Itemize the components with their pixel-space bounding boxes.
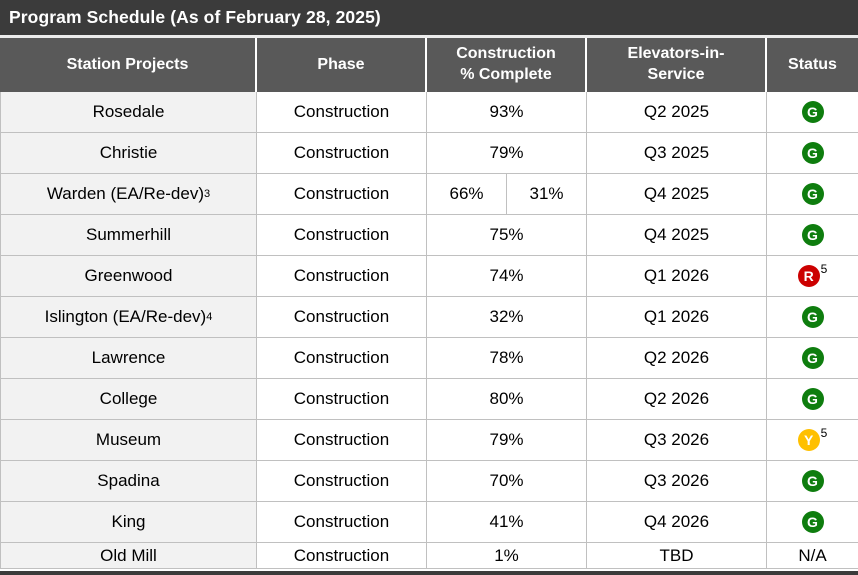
complete-cell: 32% [427, 297, 587, 338]
phase-cell: Construction [257, 502, 427, 543]
table-row [0, 92, 858, 133]
status-footnote: 5 [820, 426, 828, 440]
table-row [0, 133, 858, 174]
phase-cell: Construction [257, 133, 427, 174]
phase-cell: Construction [257, 338, 427, 379]
status-cell: N/A [767, 543, 858, 569]
status-cell [767, 379, 858, 420]
status-red-icon: R [798, 265, 820, 287]
phase-cell: Construction [257, 92, 427, 133]
station-cell: Summerhill [0, 215, 257, 256]
complete-cell: 79% [427, 133, 587, 174]
elevators-cell: Q1 2026 [587, 256, 767, 297]
status-green-icon: G [802, 183, 824, 205]
elevators-cell: Q3 2026 [587, 461, 767, 502]
status-green-icon: G [802, 511, 824, 533]
phase-cell: Construction [257, 174, 427, 215]
complete-cell: 70% [427, 461, 587, 502]
elevators-cell: TBD [587, 543, 767, 569]
status-green-icon: G [802, 224, 824, 246]
elevators-cell: Q4 2025 [587, 174, 767, 215]
station-cell: King [0, 502, 257, 543]
complete-left-value: 66% [427, 174, 507, 214]
status-cell [767, 92, 858, 133]
station-cell: Rosedale [0, 92, 257, 133]
table-body [0, 92, 858, 569]
table-row [0, 297, 858, 338]
complete-cell: 75% [427, 215, 587, 256]
status-cell [767, 420, 858, 461]
column-header-construction-complete: Construction % Complete [427, 38, 587, 92]
phase-cell: Construction [257, 379, 427, 420]
station-cell: Lawrence [0, 338, 257, 379]
table-header-row [0, 38, 858, 92]
next-section-bar [0, 571, 858, 575]
table-row [0, 502, 858, 543]
complete-cell: 93% [427, 92, 587, 133]
station-cell: Christie [0, 133, 257, 174]
complete-cell [427, 174, 587, 215]
elevators-cell: Q2 2026 [587, 379, 767, 420]
phase-cell: Construction [257, 215, 427, 256]
status-cell [767, 297, 858, 338]
phase-cell: Construction [257, 297, 427, 338]
status-cell [767, 461, 858, 502]
station-cell: Spadina [0, 461, 257, 502]
table-row [0, 461, 858, 502]
status-cell [767, 502, 858, 543]
table-row [0, 256, 858, 297]
elevators-cell: Q3 2025 [587, 133, 767, 174]
complete-right-value: 31% [529, 184, 564, 203]
elevators-cell: Q3 2026 [587, 420, 767, 461]
column-header-elevators-in-service: Elevators-in- Service [587, 38, 767, 92]
elevators-cell: Q4 2025 [587, 215, 767, 256]
elevators-cell: Q2 2026 [587, 338, 767, 379]
status-cell [767, 215, 858, 256]
station-cell: Greenwood [0, 256, 257, 297]
status-green-icon: G [802, 142, 824, 164]
status-green-icon: G [802, 347, 824, 369]
table-row [0, 543, 858, 569]
complete-cell: 79% [427, 420, 587, 461]
status-green-icon: G [802, 101, 824, 123]
column-header-station-projects: Station Projects [0, 38, 257, 92]
station-cell: Old Mill [0, 543, 257, 569]
station-cell: Islington (EA/Re-dev) 4 [0, 297, 257, 338]
table-row [0, 338, 858, 379]
complete-cell: 80% [427, 379, 587, 420]
table-row [0, 379, 858, 420]
status-green-icon: G [802, 306, 824, 328]
status-footnote: 5 [820, 262, 828, 276]
complete-cell: 78% [427, 338, 587, 379]
status-yellow-icon: Y [798, 429, 820, 451]
status-cell [767, 133, 858, 174]
table-title: Program Schedule (As of February 28, 2025) [9, 7, 381, 27]
table-row [0, 174, 858, 215]
elevators-cell: Q2 2025 [587, 92, 767, 133]
phase-cell: Construction [257, 543, 427, 569]
status-cell [767, 338, 858, 379]
column-header-status: Status [788, 55, 837, 73]
phase-cell: Construction [257, 420, 427, 461]
status-cell [767, 174, 858, 215]
column-header-phase: Phase [257, 38, 427, 92]
complete-cell: 1% [427, 543, 587, 569]
status-green-icon: G [802, 388, 824, 410]
complete-cell: 74% [427, 256, 587, 297]
station-cell: College [0, 379, 257, 420]
phase-cell: Construction [257, 256, 427, 297]
status-cell [767, 256, 858, 297]
complete-cell: 41% [427, 502, 587, 543]
status-green-icon: G [802, 470, 824, 492]
station-cell: Warden (EA/Re-dev) 3 [0, 174, 257, 215]
table-row [0, 215, 858, 256]
station-cell: Museum [0, 420, 257, 461]
table-row [0, 420, 858, 461]
elevators-cell: Q4 2026 [587, 502, 767, 543]
phase-cell: Construction [257, 461, 427, 502]
elevators-cell: Q1 2026 [587, 297, 767, 338]
table-title-bar [0, 0, 858, 35]
